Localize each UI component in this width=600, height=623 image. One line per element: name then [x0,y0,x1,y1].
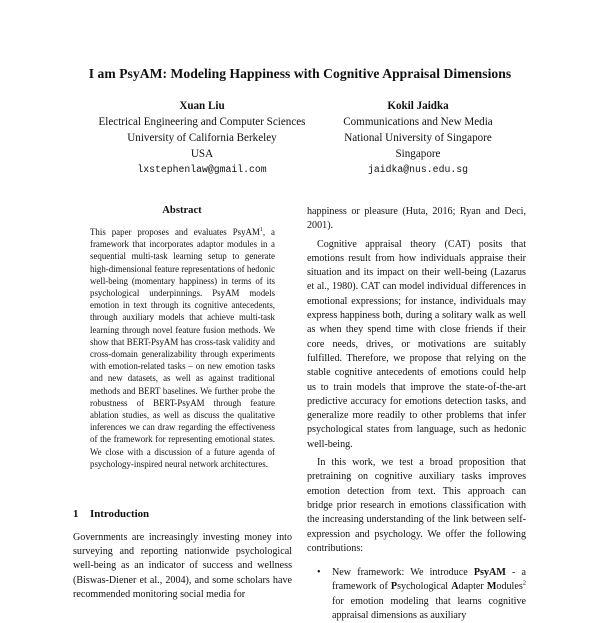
author-affiliation: Communications and New Media [343,116,493,128]
author-affiliation: National University of Singapore [344,132,492,144]
bullet-text: dapter [458,581,487,593]
author-email: jaidka@nus.edu.sg [368,164,468,175]
author-affiliation: Electrical Engineering and Computer Sciences [98,116,306,128]
abstract-text-rest: , a framework that incorporates adaptor modules in a sequential multi-task learning setup to generate high-dimensional feature representations of hedonic well-being (momentary happiness) in terms of its psychological underpinnings. PsyAM models emotion in text through its cognitive antecedents, through auxiliary models that achieve multi-task learning through novel feature fusion methods. We show that BERT-PsyAM has cross-task validity and cross-domain generalizability through experiments with emotion-related tasks – on new emotion tasks and new datasets, as well as against traditional methods and BERT baselines. We further probe the robustness of BERT-PsyAM through feature ablation studies, as well as discuss the qualitative inferences we can draw regarding the effectiveness of the framework for representing emotional states. We close with a discussion of a future agenda of psychology-inspired neural network architectures. [90,227,275,469]
paper-title: I am PsyAM: Modeling Happiness with Cognitive Appraisal Dimensions [88,66,512,81]
abstract-heading: Abstract [162,205,202,216]
introduction-text: Governments are increasingly investing money into surveying and reporting nationwide psychological well-being as an indicator of success and wellness (Biswas-Diener et al., 2004), and some scholars have recommended monitoring social media for [73,532,292,600]
bullet-text: odules [496,581,523,593]
abstract-text-start: This paper proposes and evaluates PsyAM [90,227,260,237]
bullet-text: sychological [397,581,452,593]
section-title: Introduction [90,508,150,520]
continuation-paragraph: happiness or pleasure (Huta, 2016; Ryan and Deci, 2001). [307,206,526,232]
author-email: lxstephenlaw@gmail.com [137,164,267,175]
abstract-text [90,226,275,470]
author-name: Xuan Liu [179,100,225,112]
footnote-marker: 2 [522,580,527,588]
bullet-text: for emotion modeling that learns cognitive appraisal dimensions as auxiliary [332,595,526,622]
author-name: Kokil Jaidka [387,100,449,112]
footnote-marker: 1 [259,227,263,234]
acronym-letter: A [451,581,459,593]
this-work-paragraph: In this work, we test a broad proposition that pretraining on cognitive auxiliary tasks improves emotion detection from text. This approach can bridge prior research in emotions classification with the increasing understanding of the link between self-expression and psychology. We offer the following contributions: [307,457,526,554]
framework-name: PsyAM [473,567,506,579]
author-affiliation: USA [190,148,214,160]
right-column [307,205,526,623]
bullet-text: - a framework of [332,567,527,593]
bullet-marker: • [317,567,321,579]
author-affiliation: University of California Berkeley [127,132,277,144]
section-heading-introduction [73,508,149,520]
acronym-letter: M [486,581,497,593]
bullet-lead: New framework: We introduce [332,567,474,579]
cat-paragraph: Cognitive appraisal theory (CAT) posits that emotions result from how individuals appraise their situation and its impact on their well-being (Lazarus et al., 1980). CAT can model individual differences in emotional expressions; for instance, individuals may express happiness both, during a solitary walk as well as when they spend time with close friends if their core needs, drives, or motivations are suitably fulfilled. Therefore, we propose that relying on the stable cognitive antecedents of emotions could help us to train models that improve the state-of-the-art predictive accuracy for emotions detection tasks, and generalize more readily to other problems that infer psychological states from language, such as hedonic well-being. [307,238,526,450]
author-block-2 [312,98,524,178]
section-number: 1 [73,508,79,520]
author-affiliation: Singapore [395,148,441,160]
author-block-1 [84,98,320,178]
acronym-letter: P [390,581,398,593]
contribution-bullet [312,566,526,623]
